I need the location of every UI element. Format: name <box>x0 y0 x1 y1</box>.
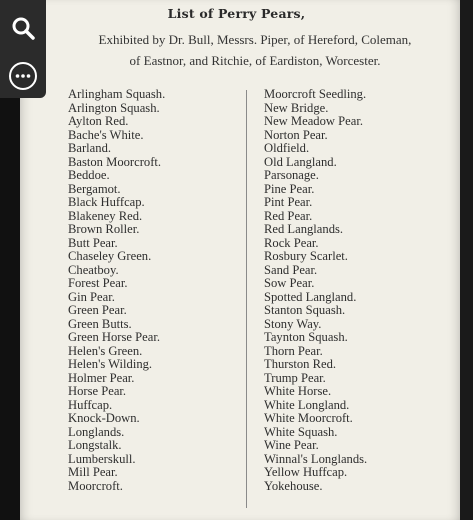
pear-variety: Yellow Huffcap. <box>264 465 348 479</box>
exhibitors-line-1: Exhibited by Dr. Bull, Messrs. Piper, of Hereford, Coleman, <box>98 32 412 47</box>
pear-variety: Beddoe. <box>68 168 110 182</box>
pear-variety: Thorn Pear. <box>264 343 323 358</box>
pear-variety: Bache's White. <box>68 127 144 142</box>
pear-variety: White Longland. <box>264 397 350 412</box>
pear-variety: Arlington Squash. <box>68 100 160 115</box>
pear-variety: White Moorcroft. <box>264 411 353 425</box>
pear-variety: Helen's Green. <box>68 343 143 358</box>
pear-variety: Taynton Squash. <box>264 330 348 344</box>
pear-variety: Cheatboy. <box>68 262 119 277</box>
pear-variety: Knock-Down. <box>68 411 140 425</box>
pear-variety: Spotted Langland. <box>264 289 357 304</box>
pear-variety: Parsonage. <box>264 168 319 182</box>
pear-variety: Forest Pear. <box>68 276 128 290</box>
pear-variety: White Horse. <box>264 384 332 398</box>
pear-variety: Aylton Red. <box>68 114 129 128</box>
page-edge <box>460 0 473 520</box>
pear-variety: Stanton Squash. <box>264 303 346 317</box>
pear-variety: New Bridge. <box>264 100 329 115</box>
pear-variety: Trump Pear. <box>264 370 326 385</box>
pear-variety: Oldfield. <box>264 141 310 155</box>
pear-variety: Green Pear. <box>68 303 127 317</box>
column-divider <box>246 90 247 508</box>
pear-variety: Horse Pear. <box>68 384 127 398</box>
exhibitors-line-2: of Eastnor, and Ritchie, of Eardiston, Worcester. <box>129 53 381 68</box>
pear-variety: Longstalk. <box>68 438 122 452</box>
pear-variety: Green Horse Pear. <box>68 330 160 344</box>
pear-variety: Butt Pear. <box>68 235 118 250</box>
pear-variety: Sand Pear. <box>264 262 318 277</box>
pear-variety: Thurston Red. <box>264 357 337 371</box>
pear-variety: Black Huffcap. <box>68 195 145 209</box>
pear-variety: Helen's Wilding. <box>68 357 153 371</box>
pear-variety: Rosbury Scarlet. <box>264 249 348 263</box>
more-options-button[interactable] <box>5 58 41 94</box>
pear-variety: Barland. <box>68 141 112 155</box>
pear-variety: Holmer Pear. <box>68 370 135 385</box>
search-icon <box>10 15 36 41</box>
pear-variety: Red Langlands. <box>264 222 344 236</box>
viewer-toolbar <box>0 0 46 98</box>
pear-variety: Wine Pear. <box>264 438 319 452</box>
pear-variety: Chaseley Green. <box>68 249 152 263</box>
pear-variety: Lumberskull. <box>68 451 136 466</box>
pear-variety: Gin Pear. <box>68 289 115 304</box>
search-button[interactable] <box>5 10 41 46</box>
pear-variety: Sow Pear. <box>264 276 315 290</box>
pear-variety: Baston Moorcroft. <box>68 154 162 169</box>
pear-variety: Norton Pear. <box>264 127 328 142</box>
pear-variety: Blakeney Red. <box>68 208 143 223</box>
pear-variety: Winnal's Longlands. <box>264 451 368 466</box>
pear-variety: Bergamot. <box>68 181 121 196</box>
pear-variety: Pine Pear. <box>264 181 315 196</box>
pear-variety: Green Butts. <box>68 316 132 331</box>
pear-list-right-column <box>264 88 367 493</box>
pear-variety: Moorcroft Seedling. <box>264 87 367 101</box>
pear-variety: Mill Pear. <box>68 465 118 479</box>
pear-variety: Red Pear. <box>264 208 313 223</box>
pear-variety: Huffcap. <box>68 397 113 412</box>
list-title: List of Perry Pears, <box>167 6 306 21</box>
pear-variety: Arlingham Squash. <box>68 87 166 101</box>
pear-variety: Stony Way. <box>264 316 322 331</box>
pear-variety: Moorcroft. <box>68 478 123 493</box>
pear-variety: New Meadow Pear. <box>264 114 363 128</box>
pear-variety: Brown Roller. <box>68 222 140 236</box>
pear-list-left-column <box>68 88 165 493</box>
pear-variety: Rock Pear. <box>264 235 319 250</box>
pear-variety: White Squash. <box>264 424 338 439</box>
more-options-icon <box>8 61 38 91</box>
pear-variety: Pint Pear. <box>264 195 313 209</box>
pear-variety: Old Langland. <box>264 154 337 169</box>
pear-variety: Yokehouse. <box>264 478 323 493</box>
pear-variety: Longlands. <box>68 424 125 439</box>
